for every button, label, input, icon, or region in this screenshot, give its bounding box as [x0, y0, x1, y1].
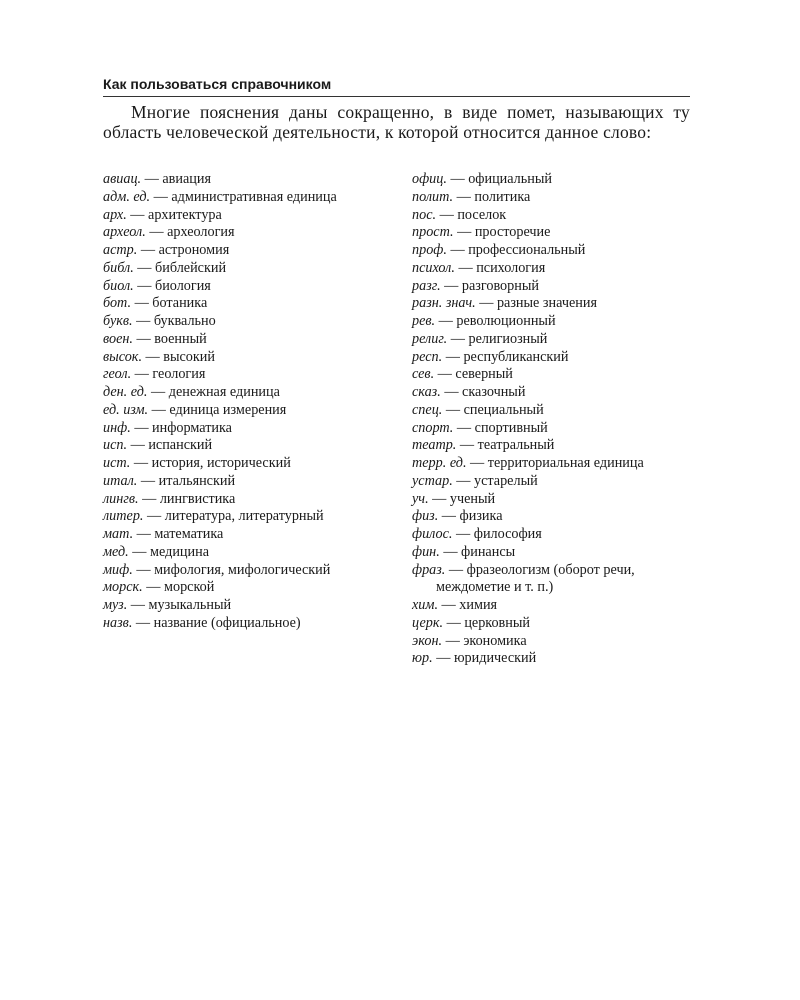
abbreviation-term: археол. — [103, 224, 146, 241]
abbreviation-entry — [412, 491, 697, 509]
abbreviation-meaning: литература, литературный — [164, 508, 324, 525]
em-dash-separator: — — [133, 526, 155, 542]
abbreviation-entry — [103, 313, 388, 331]
abbreviation-term: филос. — [412, 526, 453, 542]
em-dash-separator: — — [148, 401, 170, 418]
em-dash-separator: — — [132, 330, 155, 347]
abbreviation-meaning: территориальная единица — [487, 455, 644, 471]
em-dash-separator: — — [142, 348, 164, 365]
abbreviation-meaning: физика — [459, 508, 503, 525]
abbreviation-term: рев. — [412, 313, 436, 329]
abbreviation-meaning: название (официальное) — [153, 614, 301, 631]
em-dash-separator: — — [131, 295, 153, 312]
abbreviation-term: исп. — [103, 437, 128, 454]
em-dash-separator: — — [143, 508, 165, 525]
em-dash-separator: — — [133, 277, 155, 294]
abbreviation-meaning: буквально — [153, 313, 216, 329]
abbreviation-meaning: ботаника — [152, 295, 208, 312]
abbreviation-list-left — [103, 171, 388, 633]
abbreviation-entry — [103, 544, 388, 562]
abbreviation-term: спец. — [412, 401, 443, 418]
abbreviation-meaning: фразеологизм (оборот речи, междометие и т. п.) — [436, 561, 635, 596]
abbreviation-entry — [103, 437, 388, 455]
em-dash-separator: — — [446, 171, 469, 187]
abbreviation-term: геол. — [103, 366, 132, 383]
abbreviation-term: мед. — [103, 543, 129, 560]
abbreviation-meaning: астрономия — [158, 242, 230, 258]
em-dash-separator: — — [447, 330, 469, 347]
abbreviation-entry — [103, 242, 388, 260]
abbreviation-term: экон. — [412, 632, 443, 649]
abbreviation-term: библ. — [103, 259, 134, 276]
abbreviation-meaning: психология — [476, 259, 546, 276]
abbreviation-entry — [103, 295, 388, 313]
abbreviation-term: терр. ед. — [412, 455, 467, 471]
abbreviation-entry — [412, 437, 697, 455]
abbreviation-term: офиц. — [412, 171, 447, 187]
em-dash-separator: — — [466, 455, 488, 471]
em-dash-separator: — — [126, 206, 149, 223]
abbreviation-term: проф. — [412, 242, 447, 258]
abbreviation-entry — [103, 491, 388, 509]
em-dash-separator: — — [145, 224, 168, 241]
em-dash-separator: — — [132, 313, 154, 329]
abbreviation-meaning: спортивный — [474, 419, 548, 436]
em-dash-separator: — — [438, 597, 460, 613]
em-dash-separator: — — [440, 277, 462, 294]
abbreviation-entry — [412, 207, 697, 225]
abbreviation-entry — [412, 650, 697, 668]
em-dash-separator: — — [130, 419, 153, 436]
abbreviation-meaning: официальный — [468, 171, 552, 187]
abbreviation-entry — [412, 224, 697, 242]
abbreviation-term: ден. ед. — [103, 384, 148, 400]
abbreviation-entry — [103, 260, 388, 278]
em-dash-separator: — — [454, 259, 477, 276]
abbreviation-entry — [103, 615, 388, 633]
abbreviation-meaning: церковный — [464, 614, 530, 631]
abbreviation-entry — [103, 473, 388, 491]
abbreviation-meaning: финансы — [461, 543, 516, 560]
abbreviation-entry — [103, 562, 388, 580]
abbreviation-entry — [412, 171, 697, 189]
em-dash-separator: — — [133, 259, 156, 276]
abbreviation-entry — [412, 526, 697, 544]
abbreviation-term: пос. — [412, 206, 437, 223]
abbreviation-term: театр. — [412, 437, 457, 454]
em-dash-separator: — — [137, 472, 159, 489]
abbreviation-entry — [103, 455, 388, 473]
abbreviation-meaning: экономика — [463, 632, 527, 649]
abbreviation-term: юр. — [412, 650, 433, 667]
abbreviation-meaning: поселок — [457, 206, 507, 223]
abbreviation-entry — [412, 562, 697, 598]
em-dash-separator: — — [456, 437, 478, 454]
abbreviation-meaning: информатика — [152, 419, 232, 436]
intro-text: Многие пояснения даны сокращенно, в виде помет, называющих ту область человеческой деятельности, к которой относится данное слово: — [103, 102, 690, 142]
em-dash-separator: — — [442, 632, 464, 649]
em-dash-separator: — — [128, 543, 151, 560]
abbreviation-meaning: денежная единица — [168, 384, 280, 400]
abbreviation-meaning: военный — [154, 330, 207, 347]
em-dash-separator: — — [440, 384, 463, 400]
abbreviation-term: сев. — [412, 366, 435, 383]
abbreviation-entry — [412, 508, 697, 526]
abbreviation-term: букв. — [103, 313, 133, 329]
em-dash-separator: — — [446, 242, 469, 258]
abbreviation-entry — [103, 349, 388, 367]
abbreviation-meaning: математика — [154, 526, 224, 542]
abbreviation-term: психол. — [412, 259, 455, 276]
abbreviation-entry — [103, 224, 388, 242]
em-dash-separator: — — [147, 384, 169, 400]
abbreviation-meaning: геология — [152, 366, 206, 383]
em-dash-separator: — — [445, 561, 467, 578]
em-dash-separator: — — [132, 561, 155, 578]
intro-paragraph — [103, 102, 690, 142]
em-dash-separator: — — [453, 419, 475, 436]
abbreviation-meaning: единица измерения — [169, 401, 287, 418]
abbreviation-entry — [103, 366, 388, 384]
abbreviation-entry — [412, 366, 697, 384]
abbreviation-term: разг. — [412, 277, 441, 294]
abbreviation-entry — [412, 242, 697, 260]
abbreviation-meaning: разговорный — [461, 277, 539, 294]
abbreviation-entry — [412, 402, 697, 420]
abbreviation-meaning: религиозный — [468, 330, 548, 347]
abbreviation-term: биол. — [103, 277, 134, 294]
em-dash-separator: — — [130, 455, 152, 471]
abbreviation-entry — [412, 295, 697, 313]
abbreviation-meaning: морской — [164, 579, 215, 596]
abbreviation-meaning: ученый — [449, 490, 496, 507]
abbreviation-term: муз. — [103, 597, 128, 613]
abbreviation-entry — [103, 508, 388, 526]
abbreviation-term: спорт. — [412, 419, 454, 436]
em-dash-separator: — — [131, 366, 153, 383]
em-dash-separator: — — [138, 490, 160, 507]
abbreviation-meaning: биология — [154, 277, 211, 294]
abbreviation-meaning: революционный — [456, 313, 556, 329]
abbreviation-entry — [412, 633, 697, 651]
abbreviation-entry — [412, 189, 697, 207]
em-dash-separator: — — [452, 526, 474, 542]
abbreviation-meaning: история, исторический — [151, 455, 291, 471]
abbreviation-meaning: специальный — [463, 401, 544, 418]
abbreviation-meaning: высокий — [163, 348, 215, 365]
em-dash-separator: — — [142, 579, 165, 596]
abbreviation-meaning: библейский — [155, 259, 227, 276]
abbreviation-term: назв. — [103, 614, 133, 631]
abbreviation-entry — [103, 579, 388, 597]
abbreviation-term: сказ. — [412, 384, 441, 400]
em-dash-separator: — — [428, 490, 450, 507]
em-dash-separator: — — [453, 188, 475, 205]
abbreviation-term: инф. — [103, 419, 131, 436]
abbreviation-entry — [103, 207, 388, 225]
abbreviation-entry — [412, 420, 697, 438]
abbreviation-entry — [412, 349, 697, 367]
abbreviation-term: морск. — [103, 579, 143, 596]
abbreviation-entry — [412, 260, 697, 278]
em-dash-separator: — — [452, 472, 475, 489]
abbreviation-entry — [103, 171, 388, 189]
em-dash-separator: — — [438, 508, 460, 525]
abbreviation-entry — [412, 313, 697, 331]
em-dash-separator: — — [150, 188, 172, 205]
abbreviation-term: ед. изм. — [103, 401, 149, 418]
abbreviation-term: уч. — [412, 490, 429, 507]
abbreviation-term: религ. — [412, 330, 448, 347]
abbreviation-meaning: северный — [455, 366, 513, 383]
abbreviation-meaning: профессиональный — [468, 242, 586, 258]
em-dash-separator: — — [442, 348, 464, 365]
abbreviation-term: мат. — [103, 526, 134, 542]
abbreviation-entry — [103, 189, 388, 207]
abbreviation-meaning: политика — [474, 188, 531, 205]
abbreviation-term: бот. — [103, 295, 132, 312]
abbreviation-meaning: устарелый — [474, 472, 538, 489]
abbreviation-entry — [412, 331, 697, 349]
abbreviation-meaning: административная единица — [171, 188, 337, 205]
em-dash-separator: — — [443, 614, 465, 631]
abbreviation-entry — [412, 597, 697, 615]
abbreviation-term: разн. знач. — [412, 295, 476, 312]
abbreviation-meaning: разные значения — [496, 295, 597, 312]
abbreviation-entry — [103, 384, 388, 402]
abbreviation-term: воен. — [103, 330, 133, 347]
abbreviation-term: авиац. — [103, 171, 142, 187]
em-dash-separator: — — [127, 597, 149, 613]
abbreviation-meaning: сказочный — [462, 384, 526, 400]
abbreviation-meaning: археология — [167, 224, 235, 241]
abbreviation-entry — [103, 526, 388, 544]
em-dash-separator: — — [432, 650, 454, 667]
abbreviation-entry — [103, 402, 388, 420]
abbreviation-entry — [412, 544, 697, 562]
abbreviation-entry — [103, 420, 388, 438]
abbreviation-meaning: итальянский — [158, 472, 236, 489]
abbreviation-term: церк. — [412, 614, 444, 631]
abbreviation-meaning: медицина — [150, 543, 209, 560]
abbreviation-term: высок. — [103, 348, 142, 365]
abbreviation-term: прост. — [412, 224, 454, 241]
em-dash-separator: — — [475, 295, 497, 312]
em-dash-separator: — — [439, 543, 462, 560]
abbreviation-meaning: музыкальный — [148, 597, 232, 613]
abbreviation-term: итал. — [103, 472, 138, 489]
abbreviation-entry — [412, 278, 697, 296]
abbreviation-term: фин. — [412, 543, 440, 560]
abbreviation-term: ист. — [103, 455, 131, 471]
abbreviation-meaning: испанский — [148, 437, 213, 454]
abbreviation-term: миф. — [103, 561, 133, 578]
abbreviation-term: литер. — [103, 508, 144, 525]
abbreviation-entry — [103, 597, 388, 615]
abbreviation-term: фраз. — [412, 561, 446, 578]
em-dash-separator: — — [127, 437, 149, 454]
abbreviation-term: респ. — [412, 348, 443, 365]
abbreviation-entry — [412, 615, 697, 633]
abbreviation-meaning: просторечие — [474, 224, 551, 241]
em-dash-separator: — — [132, 614, 154, 631]
em-dash-separator: — — [442, 401, 464, 418]
em-dash-separator: — — [137, 242, 159, 258]
em-dash-separator: — — [453, 224, 475, 241]
abbreviation-list-right — [412, 171, 697, 668]
abbreviation-term: хим. — [412, 597, 438, 613]
abbreviation-meaning: театральный — [477, 437, 555, 454]
abbreviation-term: полит. — [412, 188, 454, 205]
em-dash-separator: — — [434, 366, 456, 383]
abbreviation-entry — [412, 384, 697, 402]
abbreviation-meaning: мифология, мифологический — [154, 561, 331, 578]
abbreviation-term: арх. — [103, 206, 127, 223]
em-dash-separator: — — [436, 206, 458, 223]
abbreviation-meaning: философия — [473, 526, 542, 542]
em-dash-separator: — — [435, 313, 457, 329]
abbreviation-term: адм. ед. — [103, 188, 151, 205]
abbreviation-entry — [412, 455, 697, 473]
abbreviation-entry — [103, 278, 388, 296]
running-header: Как пользоваться справочником — [103, 76, 690, 97]
abbreviation-meaning: лингвистика — [159, 490, 236, 507]
em-dash-separator: — — [141, 171, 163, 187]
abbreviation-term: устар. — [412, 472, 453, 489]
abbreviation-meaning: авиация — [162, 171, 211, 187]
abbreviation-entry — [103, 331, 388, 349]
abbreviation-term: лингв. — [103, 490, 139, 507]
abbreviation-meaning: архитектура — [148, 206, 222, 223]
abbreviation-entry — [412, 473, 697, 491]
abbreviation-term: физ. — [412, 508, 439, 525]
abbreviation-meaning: республиканский — [463, 348, 569, 365]
abbreviation-term: астр. — [103, 242, 138, 258]
abbreviation-meaning: химия — [459, 597, 498, 613]
abbreviation-meaning: юридический — [453, 650, 537, 667]
